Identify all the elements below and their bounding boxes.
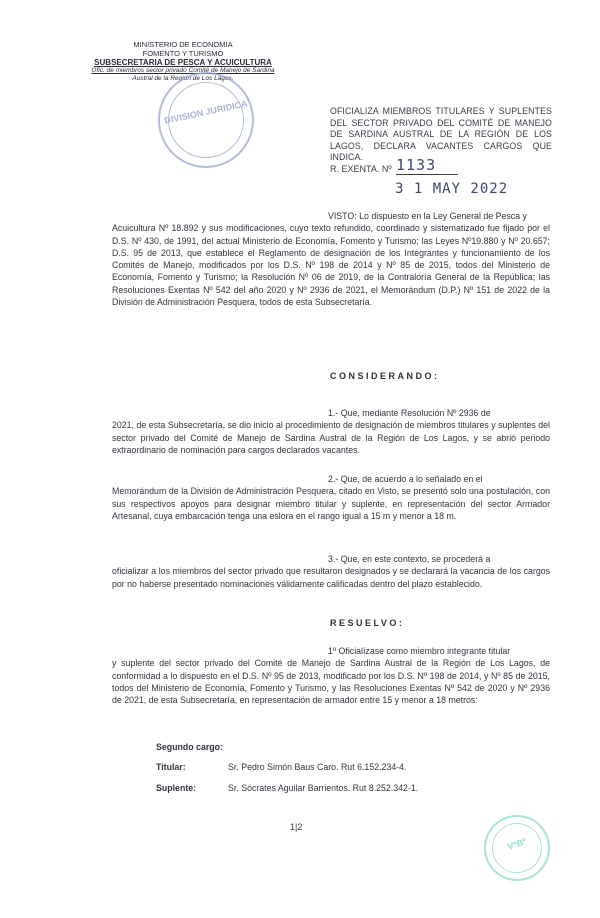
considerando-item-2-first: 2.- Que, de acuerdo a lo señalado en el [328,474,483,484]
considerando-item-3 [112,553,550,590]
visto-bueno-stamp-text: VºBº [506,836,528,852]
considerando-heading: CONSIDERANDO: [330,371,440,381]
resolution-label: R. EXENTA. Nº [330,164,392,174]
resuelvo-item-1-first: 1º Oficialízase como miembro integrante titular [328,646,511,656]
considerando-item-3-body: oficializar a los miembros del sector privado que resultaron designados y se declarará la vacancia de los cargos por no haberse presentado nominaciones válidamente calificadas dentro del plazo establecido. [112,566,550,589]
titular-row [156,762,406,772]
visto-paragraph [112,210,550,308]
resolution-date-stamp: 3 1 MAY 2022 [395,181,509,197]
considerando-item-1-body: 2021, de esta Subsecretaría, se dio inicio al procedimiento de designación de miembros titulares y suplentes del sector privado del Comité de Manejo de Sardina Austral de la Región de Los Lagos, y se abrió periodo extraordinario de nominación para cargos declarados vacantes. [112,420,550,455]
titular-label: Titular: [156,762,186,772]
resuelvo-heading: RESUELVO: [330,618,405,628]
letterhead-ministry-sub: FOMENTO Y TURISMO [142,49,224,58]
visto-first-line: VISTO: Lo dispuesto en la Ley General de Pesca y [328,211,527,221]
document-title: OFICIALIZA MIEMBROS TITULARES Y SUPLENTES DEL SECTOR PRIVADO DEL COMITÉ DE MANEJO DE SARDINA AUSTRAL DE LA REGIÓN DE LOS LAGOS, DECLARA VACANTES CARGOS QUE INDICA. [330,106,552,162]
visto-bueno-stamp [484,815,550,881]
resolution-number: 1133 [396,156,458,175]
letterhead-ref-line1: Ofic. de miembros sector privado Comité de Manejo de Sardina [91,67,275,74]
page-number: 1|2 [290,822,303,832]
cargo-title: Segundo cargo: [156,742,223,752]
letterhead-ministry: MINISTERIO DE ECONOMIA [133,40,233,49]
titular-value: Sr. Pedro Simón Baus Caro. Rut 6.152.234-4. [228,762,407,772]
resuelvo-item-1 [112,645,550,706]
resuelvo-item-1-body: y suplente del sector privado del Comité de Manejo de Sardina Austral de la Región de Los Lagos, de conformidad a lo dispuesto en el D.S. Nº 95 de 2013, modificado por los D.S. Nº 198 de 2014, y Nº 85 de 2015, todos del Ministerio de Economía, Fomento y Turismo, y las Resoluciones Exentas Nº 542 de 2020 y Nº 2936 de 2021, de esta Subsecretaría, en representación de armador entre 15 y menor a 18 metros: [112,658,550,706]
considerando-item-2-body: Memorándum de la División de Administración Pesquera, citado en Visto, se presentó solo una postulación, con sus respectivos apoyos para designar miembro titular y suplente, en representación del sector Armador Artesanal, cuya embarcación tenga una eslora en el rango igual a 15 m y menor a 18 m. [112,486,550,521]
considerando-item-1 [112,407,550,456]
suplente-label: Suplente: [156,783,197,793]
visto-body: Acuicultura Nº 18.892 y sus modificaciones, cuyo texto refundido, coordinado y sistematizado fue fijado por el D.S. Nº 430, de 1991, del actual Ministerio de Economía, Fomento y Turismo; las Leyes Nº19.880 y Nº 20.657; D.S. 95 de 2013, que establece el Reglamento de designación de los Integrantes y funcionamiento de los Comités de Manejo, modificados por los D.S. Nº 198 de 2014 y Nº 85 de 2015, todos del Ministerio de Economía, Fomento y Turismo; la Resolución Nº 06 de 2019, de la Contraloría General de la República; las Resoluciones Exentas Nº 542 del año 2020 y Nº 2936 de 2021, el Memorándum (D.P.) Nº 151 de 2022 de la División de Administración Pesquera, todos de esta Subsecretaría. [112,223,550,308]
considerando-item-1-first: 1.- Que, mediante Resolución Nº 2936 de [328,408,491,418]
suplente-value: Sr. Sócrates Aguilar Barrientos. Rut 8.252.342-1. [228,783,419,793]
considerando-item-2 [112,473,550,522]
considerando-item-3-first: 3.- Que, en este contexto, se procederá a [328,554,491,564]
division-juridica-stamp [158,72,254,168]
suplente-row [156,783,418,793]
division-juridica-stamp-text: DIVISION JURIDICA [163,98,249,126]
letterhead-subsecretaria: SUBSECRETARIA DE PESCA Y ACUICULTURA [94,58,272,67]
letterhead-ref-line2: Austral de la Región de Los Lagos. [132,75,234,82]
